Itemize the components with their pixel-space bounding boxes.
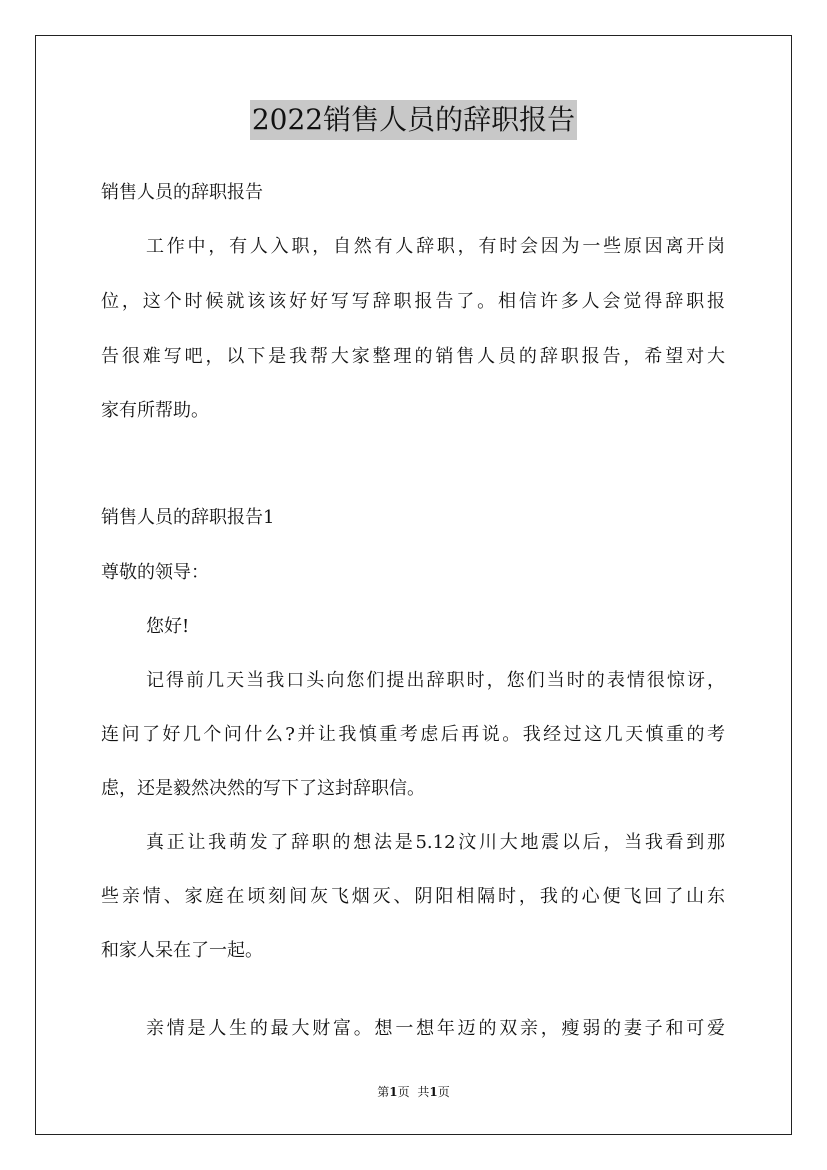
document-title: 2022销售人员的辞职报告 — [250, 100, 577, 140]
paragraph-line: 亲情是人生的最大财富。想一想年迈的双亲，瘦弱的妻子和可爱 — [146, 1018, 725, 1039]
paragraph-line: 连问了好几个问什么?并让我慎重考虑后再说。我经过这几天慎重的考 — [101, 724, 725, 745]
paragraph-line: 记得前几天当我口头向您们提出辞职时，您们当时的表情很惊讶， — [146, 670, 725, 691]
footer-page-prefix: 第 — [377, 1085, 390, 1099]
intro-line: 告很难写吧，以下是我帮大家整理的销售人员的辞职报告，希望对大 — [101, 346, 725, 367]
greeting: 您好! — [146, 616, 190, 637]
footer-page-number: 1 — [389, 1085, 398, 1099]
page-footer — [0, 1084, 827, 1100]
footer-total-prefix: 共 — [417, 1085, 430, 1099]
paragraph-line: 些亲情、家庭在顷刻间灰飞烟灭、阴阳相隔时，我的心便飞回了山东 — [101, 886, 725, 907]
intro-line: 位，这个时候就该该好好写写辞职报告了。相信许多人会觉得辞职报 — [101, 291, 725, 312]
footer-page-suffix: 页 — [397, 1085, 410, 1099]
paragraph-line: 真正让我萌发了辞职的想法是5.12汶川大地震以后，当我看到那 — [146, 832, 725, 853]
footer-total-suffix: 页 — [437, 1085, 450, 1099]
intro-line: 家有所帮助。 — [101, 400, 209, 421]
paragraph-line: 虑，还是毅然决然的写下了这封辞职信。 — [101, 778, 425, 799]
footer-total-number: 1 — [429, 1085, 438, 1099]
paragraph-line: 和家人呆在了一起。 — [101, 940, 263, 961]
document-subtitle: 销售人员的辞职报告 — [101, 182, 263, 203]
title-wrapper — [0, 100, 827, 140]
salutation: 尊敬的领导： — [101, 562, 209, 583]
section-heading: 销售人员的辞职报告1 — [101, 507, 275, 528]
intro-line: 工作中，有人入职，自然有人辞职，有时会因为一些原因离开岗 — [146, 236, 725, 257]
